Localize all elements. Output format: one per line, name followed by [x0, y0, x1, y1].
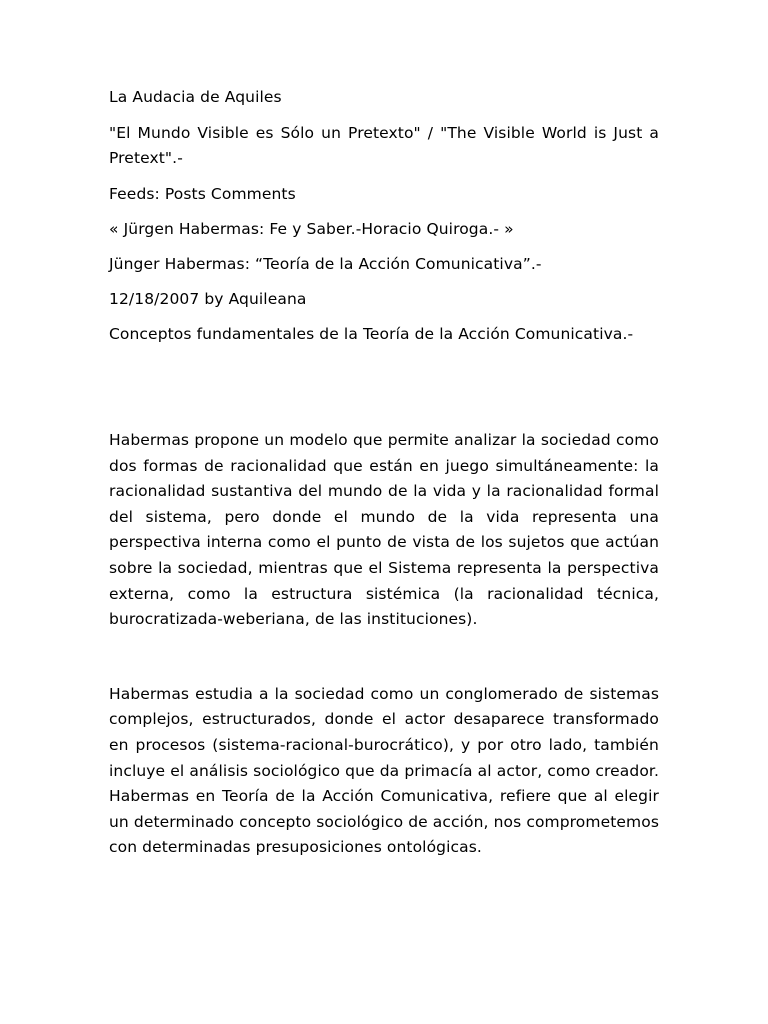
- site-tagline: "El Mundo Visible es Sólo un Pretexto" / "The Visible World is Just a Pretext".-: [109, 124, 659, 167]
- document-page: [109, 86, 659, 861]
- post-subtitle: Conceptos fundamentales de la Teoría de la Acción Comunicativa.-: [109, 325, 634, 343]
- post-title: Jünger Habermas: “Teoría de la Acción Comunicativa”.-: [109, 255, 542, 273]
- post-byline: 12/18/2007 by Aquileana: [109, 290, 307, 308]
- body-paragraph: Habermas estudia a la sociedad como un conglomerado de sistemas complejos, estructurados, donde el actor desaparece transformado en procesos (sistema-racional-burocrático), y por otro lado, también incluye el análisis sociológico que da primacía al actor, como creador. Habermas en Teoría de la Acción Comunicativa, refiere que al elegir un determinado concepto sociológico de acción, nos comprometemos con determinadas presuposiciones ontológicas.: [109, 684, 659, 857]
- feeds-line: Feeds: Posts Comments: [109, 185, 296, 203]
- body-paragraph: Habermas propone un modelo que permite analizar la sociedad como dos formas de racionalidad que están en juego simultáneamente: la racionalidad sustantiva del mundo de la vida y la racionalidad formal del sistema, pero donde el mundo de la vida representa una perspectiva interna como el punto de vista de los sujetos que actúan sobre la sociedad, mientras que el Sistema representa la perspectiva externa, como la estructura sistémica (la racionalidad técnica, burocratizada-weberiana, de las instituciones).: [109, 431, 659, 629]
- site-title: La Audacia de Aquiles: [109, 88, 282, 106]
- post-navigation: « Jürgen Habermas: Fe y Saber.-Horacio Quiroga.- »: [109, 220, 514, 238]
